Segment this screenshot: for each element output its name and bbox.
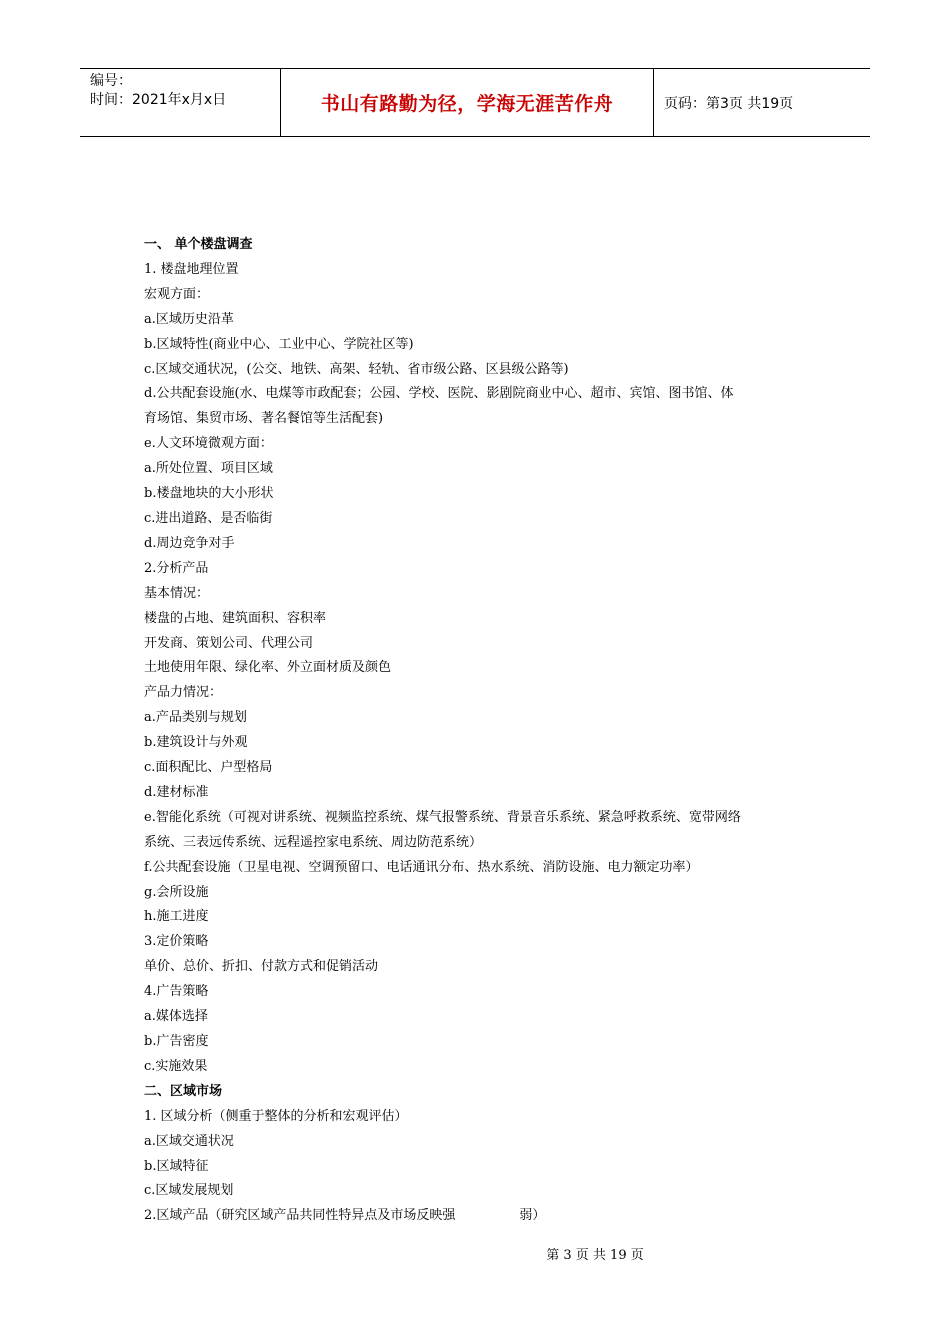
text-line: h.施工进度 xyxy=(144,909,209,925)
text-line: a.产品类别与规划 xyxy=(144,710,247,726)
text-line-last xyxy=(144,1204,814,1229)
text-line: d.周边竞争对手 xyxy=(144,535,235,551)
section-heading: 二、区域市场 xyxy=(144,1083,223,1099)
text-line: 基本情况： xyxy=(144,585,210,601)
text-line: a.所处位置、项目区域 xyxy=(144,461,273,477)
text-line: 1. 楼盘地理位置 xyxy=(144,261,239,277)
text-line: 单价、总价、折扣、付款方式和促销活动 xyxy=(144,959,379,975)
text-segment: 弱） xyxy=(519,1208,546,1224)
section-heading: 一、 单个楼盘调查 xyxy=(144,237,253,252)
page-footer: 第 3 页 共 19 页 xyxy=(546,1248,644,1263)
text-line: 2.分析产品 xyxy=(144,560,209,576)
text-line: 土地使用年限、绿化率、外立面材质及颜色 xyxy=(144,660,392,676)
text-line: b.建筑设计与外观 xyxy=(144,735,248,751)
text-line: e.智能化系统（可视对讲系统、视频监控系统、煤气报警系统、背景音乐系统、紧急呼救系统、宽带网络 xyxy=(144,809,741,825)
text-line: c.进出道路、是否临街 xyxy=(144,510,273,526)
text-line: c.面积配比、户型格局 xyxy=(144,760,273,776)
header-page-info: 页码：第3页 共19页 xyxy=(664,95,794,112)
text-line: a.区域交通状况 xyxy=(144,1133,234,1149)
text-line: 系统、三表远传系统、远程遥控家电系统、周边防范系统） xyxy=(144,834,483,850)
text-line: b.区域特征 xyxy=(144,1158,209,1174)
document-body xyxy=(144,233,814,1229)
time-label: 时间：2021年x月x日 xyxy=(90,92,227,108)
number-label: 编号： xyxy=(90,73,132,89)
text-line: e.人文环境微观方面： xyxy=(144,436,273,452)
text-line: b.区域特性(商业中心、工业中心、学院社区等) xyxy=(144,336,414,352)
text-line: 楼盘的占地、建筑面积、容积率 xyxy=(144,610,327,626)
text-line: 宏观方面： xyxy=(144,286,210,302)
text-line: d.公共配套设施(水、电煤等市政配套；公园、学校、医院、影剧院商业中心、超市、宾馆、图书馆、体 xyxy=(144,386,734,402)
text-line: a.区域历史沿革 xyxy=(144,311,234,327)
text-line: c.区域交通状况，(公交、地铁、高架、轻轨、省市级公路、区县级公路等) xyxy=(144,361,569,377)
text-line: 1. 区域分析（侧重于整体的分析和宏观评估） xyxy=(144,1108,408,1124)
text-segment: 2.区域产品（研究区域产品共同性特异点及市场反映强 xyxy=(144,1208,456,1224)
text-line: 育场馆、集贸市场、著名餐馆等生活配套) xyxy=(144,411,384,427)
text-line: b.楼盘地块的大小形状 xyxy=(144,486,274,502)
text-line: d.建材标准 xyxy=(144,784,209,800)
text-line: 开发商、策划公司、代理公司 xyxy=(144,635,314,651)
header-motto: 书山有路勤为径，学海无涯苦作舟 xyxy=(281,69,654,136)
text-line: c.实施效果 xyxy=(144,1058,208,1074)
text-line: b.广告密度 xyxy=(144,1034,209,1049)
text-line: 3.定价策略 xyxy=(144,934,209,950)
page-header xyxy=(80,68,870,137)
text-line: c.区域发展规划 xyxy=(144,1183,234,1199)
header-meta xyxy=(80,69,281,136)
text-line: f.公共配套设施（卫星电视、空调预留口、电话通讯分布、热水系统、消防设施、电力额定功率） xyxy=(144,859,699,875)
text-line: a.媒体选择 xyxy=(144,1009,208,1025)
text-line: 4.广告策略 xyxy=(144,984,209,1000)
text-line: 产品力情况： xyxy=(144,685,223,701)
text-line: g.会所设施 xyxy=(144,884,209,900)
